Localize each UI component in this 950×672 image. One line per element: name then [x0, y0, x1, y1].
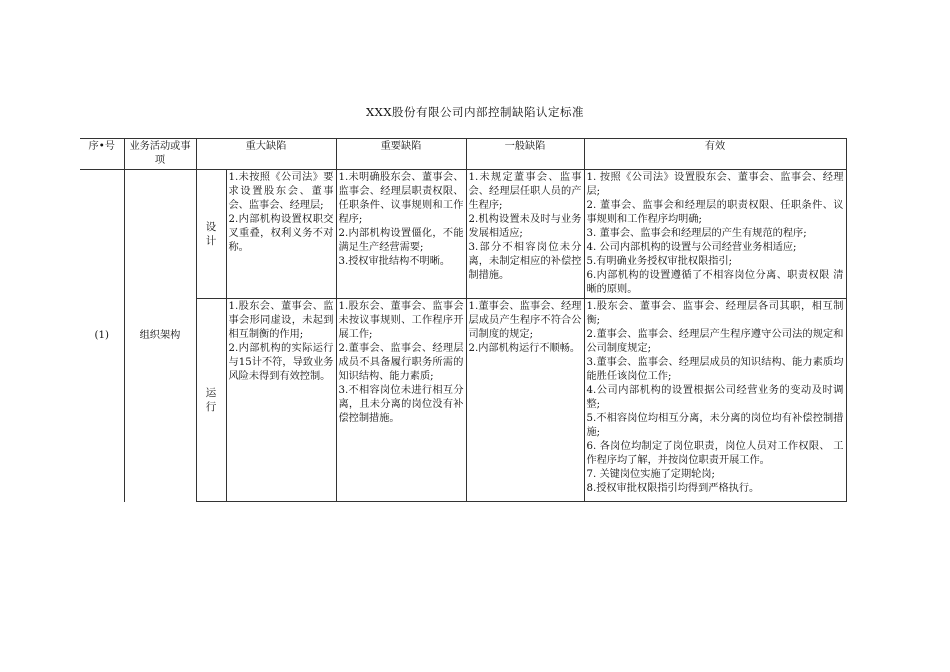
operation-effective-cell: [584, 299, 846, 502]
design-effective-line: 1. 按照《公司法》设置股东会、董事会、监事会、经理层;: [586, 172, 844, 197]
design-effective-line: 6.内部机构的设置遵循了不相容岗位分离、职责权限 清晰的原则。: [586, 270, 844, 295]
header-effective: 有效: [584, 139, 846, 170]
operation-important-line: 2.董事会、监事会、经理层成员不具备履行职务所需的知识结构、能力素质;: [338, 343, 464, 382]
design-important-line: 1.未明确股东会、董事会、监事会、经理层职责权限、任职条件、议事规则和工作程序;: [338, 172, 464, 225]
row-seq: (1): [80, 170, 124, 502]
design-general-line: 2.机构设置未及时与业务发展相适应;: [468, 214, 582, 239]
phase-label-operation: [196, 299, 226, 502]
operation-major-line: 2.内部机构的实际运行与15计不符，导致业务风险未得到有效控制。: [228, 343, 334, 382]
design-general-line: 3.部分不相容岗位未分离，未制定相应的补偿控制措施。: [468, 242, 582, 281]
design-major-line: 2.内部机构设置权职交叉重叠，权利义务不对称。: [228, 214, 334, 253]
header-seq: 序•号: [80, 139, 124, 170]
operation-general-line: 1.董事会、监事会、经理层成员产生程序不符合公司制度的规定;: [468, 301, 582, 340]
operation-important-line: 3.不相容岗位未进行相互分离，且未分离的岗位没有补偿控制措施。: [338, 385, 464, 424]
design-important-cell: [336, 170, 466, 299]
design-effective-line: 3. 董事会、监事会和经理层的产生有规范的程序;: [586, 228, 807, 239]
design-important-line: 3.授权审批结构不明晰。: [338, 256, 451, 267]
phase-operation-text: 运行: [205, 386, 217, 413]
phase-label-design: [196, 170, 226, 299]
header-activity: 业务活动或事项: [124, 139, 196, 170]
design-effective-cell: [584, 170, 846, 299]
table-header-row: [80, 139, 846, 170]
operation-effective-line: 8.授权审批权限指引均得到严格执行。: [586, 483, 760, 494]
operation-important-cell: [336, 299, 466, 502]
operation-major-cell: [226, 299, 336, 502]
design-general-line: 1.未规定董事会、监事会、经理层任职人员的产生程序;: [468, 172, 582, 211]
design-major-cell: [226, 170, 336, 299]
document-title: XXX股份有限公司内部控制缺陷认定标准: [365, 105, 585, 119]
operation-effective-line: 7. 关键岗位实施了定期轮岗;: [586, 469, 715, 480]
design-effective-line: 4. 公司内部机构的设置与公司经营业务相适应;: [586, 242, 797, 253]
operation-effective-line: 1.股东会、董事会、监事会、经理层各司其职，相互制衡;: [586, 301, 844, 326]
control-deficiency-table: [80, 138, 847, 502]
operation-effective-line: 6. 各岗位均制定了岗位职责，岗位人员对工作权限、 工作程序均了解，并按岗位职责开展工作。: [586, 441, 844, 466]
operation-important-line: 1.股东会、董事会、监事会未按议事规则、工作程序开展工作;: [338, 301, 464, 340]
phase-design-text: 设计: [205, 220, 217, 247]
table-row-design: [80, 170, 846, 299]
operation-general-cell: [466, 299, 584, 502]
design-major-line: 1.未按照《公司法》要求设置股东会、董事会、监事会、经理层;: [228, 172, 334, 211]
row-activity: 组织架构: [124, 170, 196, 502]
header-general: 一般缺陷: [466, 139, 584, 170]
header-important: 重要缺陷: [336, 139, 466, 170]
design-effective-line: 5.有明确业务授权审批权限指引;: [586, 256, 733, 267]
operation-effective-line: 5.不相容岗位均相互分离，未分离的岗位均有补偿控制措施;: [586, 413, 844, 438]
header-major: 重大缺陷: [196, 139, 336, 170]
design-important-line: 2.内部机构设置僵化，不能满足生产经营需要;: [338, 228, 464, 253]
operation-effective-line: 2.董事会、监事会、经理层产生程序遵守公司法的规定和公司制度规定;: [586, 329, 844, 354]
operation-effective-line: 4.公司内部机构的设置根据公司经营业务的变动及时调整;: [586, 385, 844, 410]
design-general-cell: [466, 170, 584, 299]
operation-major-line: 1.股东会、董事会、监事会形同虚设，未起到相互制衡的作用;: [228, 301, 334, 340]
operation-general-line: 2.内部机构运行不顺畅。: [468, 343, 581, 354]
design-effective-line: 2. 董事会、监事会和经理层的职责权限、任职条件、议事规则和工作程序均明确;: [586, 200, 844, 225]
operation-effective-line: 3.董事会、监事会、经理层成员的知识结构、能力素质均能胜任该岗位工作;: [586, 357, 844, 382]
